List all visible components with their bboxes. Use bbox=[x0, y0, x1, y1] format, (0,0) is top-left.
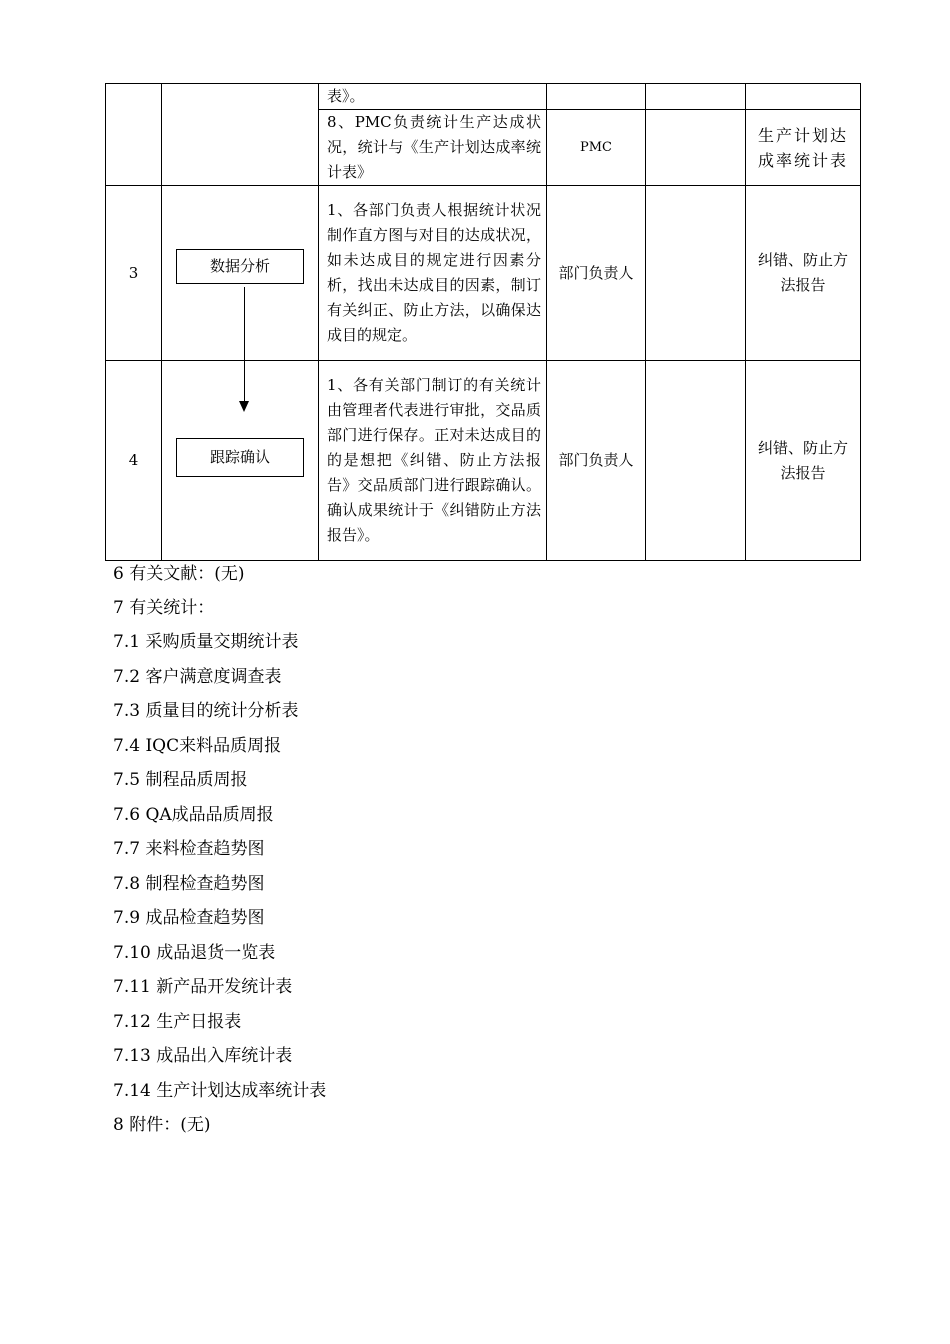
statistics-list-item: 7.7 来料检查趋势图 bbox=[113, 839, 265, 859]
flow-cell bbox=[162, 186, 319, 361]
responsible-cell: 部门负责人 bbox=[547, 361, 646, 561]
blank-cell bbox=[646, 84, 746, 110]
statistics-list-item: 7.8 制程检查趋势图 bbox=[113, 874, 265, 894]
statistics-list-item: 7.4 IQC来料品质周报 bbox=[113, 736, 282, 756]
record-cell bbox=[746, 84, 861, 110]
flow-step-box: 跟踪确认 bbox=[176, 438, 304, 477]
description-cell: 8、PMC负责统计生产达成状况，统计与《生产计划达成率统计表》 bbox=[319, 110, 547, 186]
description-cell: 表》。 bbox=[319, 84, 547, 110]
step-number-cell: 4 bbox=[106, 361, 162, 561]
flow-cell bbox=[162, 84, 319, 186]
responsible-cell bbox=[547, 84, 646, 110]
statistics-list-item: 7.11 新产品开发统计表 bbox=[113, 977, 293, 997]
table-row bbox=[106, 361, 861, 561]
statistics-list-item: 7.1 采购质量交期统计表 bbox=[113, 632, 299, 652]
statistics-list-item: 7.9 成品检查趋势图 bbox=[113, 908, 265, 928]
flow-arrow-icon bbox=[239, 401, 249, 412]
statistics-list-item: 7.3 质量目的统计分析表 bbox=[113, 701, 299, 721]
statistics-list-item: 7.6 QA成品品质周报 bbox=[113, 805, 274, 825]
section-attachments: 8 附件：(无) bbox=[113, 1115, 211, 1135]
statistics-list-item: 7.5 制程品质周报 bbox=[113, 770, 248, 790]
responsible-cell: PMC bbox=[547, 110, 646, 186]
procedure-table bbox=[105, 83, 861, 561]
flow-cell bbox=[162, 361, 319, 561]
step-number-cell bbox=[106, 84, 162, 186]
flow-step-box: 数据分析 bbox=[176, 249, 304, 284]
flow-connector-line bbox=[244, 287, 245, 401]
statistics-list-item: 7.14 生产计划达成率统计表 bbox=[113, 1081, 327, 1101]
section-related-statistics: 7 有关统计： bbox=[113, 598, 215, 618]
table-row bbox=[106, 186, 861, 361]
statistics-list-item: 7.10 成品退货一览表 bbox=[113, 943, 276, 963]
description-cell: 1、各有关部门制订的有关统计由管理者代表进行审批，交品质部门进行保存。正对未达成目的的是想把《纠错、防止方法报告》交品质部门进行跟踪确认。确认成果统计于《纠错防止方法报告》。 bbox=[319, 361, 547, 561]
record-cell: 生产计划达成率统计表 bbox=[746, 110, 861, 186]
blank-cell bbox=[646, 110, 746, 186]
responsible-cell: 部门负责人 bbox=[547, 186, 646, 361]
record-cell: 纠错、防止方法报告 bbox=[746, 361, 861, 561]
blank-cell bbox=[646, 186, 746, 361]
statistics-list-item: 7.12 生产日报表 bbox=[113, 1012, 242, 1032]
statistics-list-item: 7.13 成品出入库统计表 bbox=[113, 1046, 293, 1066]
blank-cell bbox=[646, 361, 746, 561]
section-related-documents: 6 有关文献：(无) bbox=[113, 564, 245, 584]
record-cell: 纠错、防止方法报告 bbox=[746, 186, 861, 361]
statistics-list-item: 7.2 客户满意度调查表 bbox=[113, 667, 282, 687]
step-number-cell: 3 bbox=[106, 186, 162, 361]
description-cell: 1、各部门负责人根据统计状况制作直方图与对目的达成状况，如未达成目的规定进行因素分析，找出未达成目的因素，制订有关纠正、防止方法，以确保达成目的规定。 bbox=[319, 186, 547, 361]
table-row bbox=[106, 84, 861, 110]
